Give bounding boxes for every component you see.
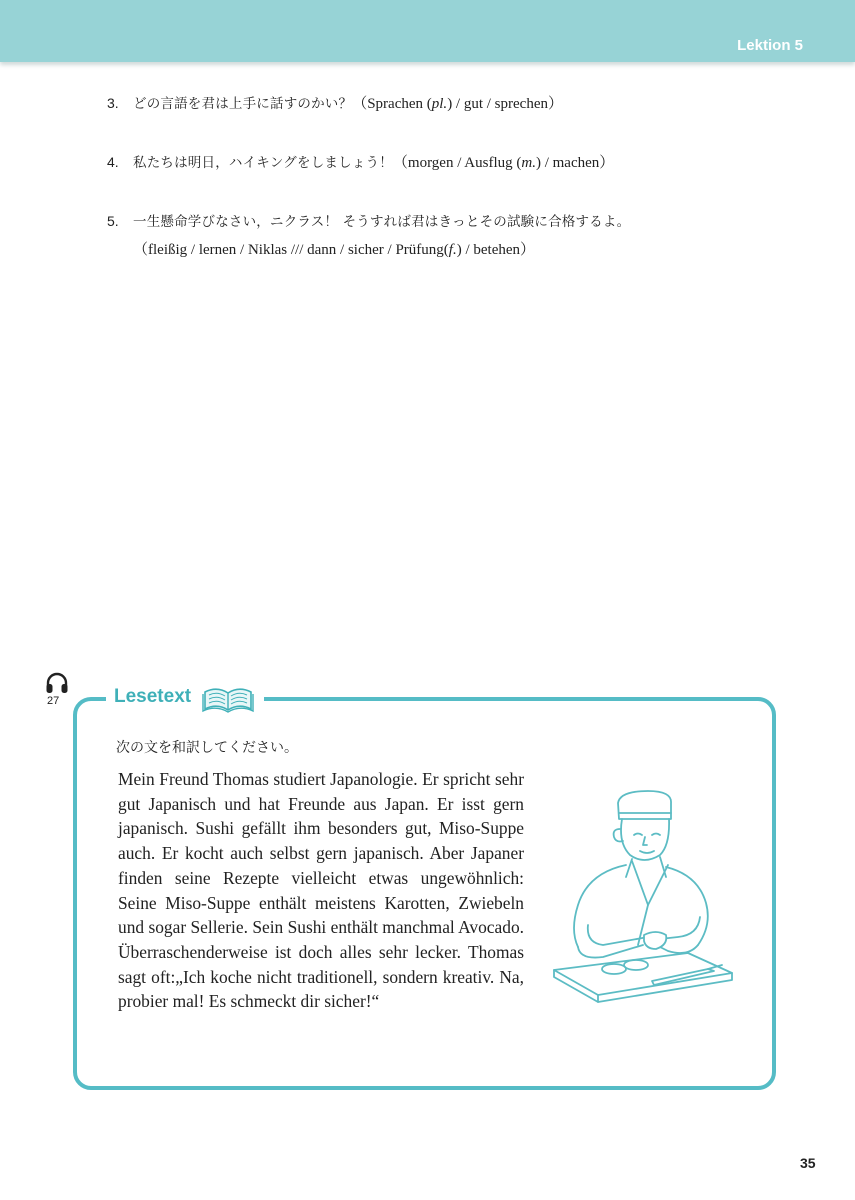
exercise-4: [107, 152, 614, 173]
lesson-label: Lektion 5: [737, 37, 803, 54]
exercise-5-hint-line: [133, 240, 535, 260]
exercise-hint: （Sprachen (pl.) / gut / sprechen）: [352, 96, 563, 112]
reading-instruction: 次の文を和訳してください。: [116, 740, 298, 756]
exercise-japanese: どの言語を君は上手に話すのかい？: [133, 96, 353, 112]
exercise-number: 4.: [107, 154, 119, 170]
reading-title-wrap: [106, 683, 264, 711]
exercise-japanese: 一生懸命学びなさい，ニクラス！ そうすれば君はきっとその試験に合格するよ。: [133, 214, 631, 230]
exercise-number: 3.: [107, 95, 119, 111]
exercise-hint: （fleißig / lernen / Niklas /// dann / sicher / Prüfung(f.) / betehen）: [133, 242, 536, 258]
headphone-icon: [44, 672, 70, 694]
exercise-3: [107, 93, 563, 114]
reading-title: Lesetext: [114, 686, 192, 707]
exercise-5: [107, 211, 630, 232]
exercise-hint: （morgen / Ausflug (m.) / machen）: [392, 155, 615, 171]
exercise-number: 5.: [107, 213, 119, 229]
audio-track-number: 27: [47, 695, 60, 707]
reading-passage: Mein Freund Thomas studiert Japanologie. Er spricht sehr gut Japanisch und hat Freunde aus Japan. Er isst gern japanisch. Sushi gefällt ihm besonders gut, Miso-Suppe auch. Er kocht auch selbst gern japanisch. Aber Japaner finden seine Rezepte vielleicht etwas ungewöhnlich: Seine Miso-Suppe enthält meistens Karotten, Zwiebeln und sogar Sellerie. Sein Sushi enthält manchmal Avocado. Überraschenderweise ist doch alles sehr lecker. Thomas sagt oft:„Ich koche nicht traditionell, sondern kreativ. Na, probier mal! Es schmeckt dir sicher!“: [118, 769, 524, 1012]
exercise-japanese: 私たちは明日，ハイキングをしましょう！: [133, 155, 393, 171]
header-bar: [0, 0, 855, 62]
open-book-icon: [200, 683, 256, 713]
page-number: 35: [800, 1155, 816, 1171]
chef-illustration: [548, 785, 738, 1005]
